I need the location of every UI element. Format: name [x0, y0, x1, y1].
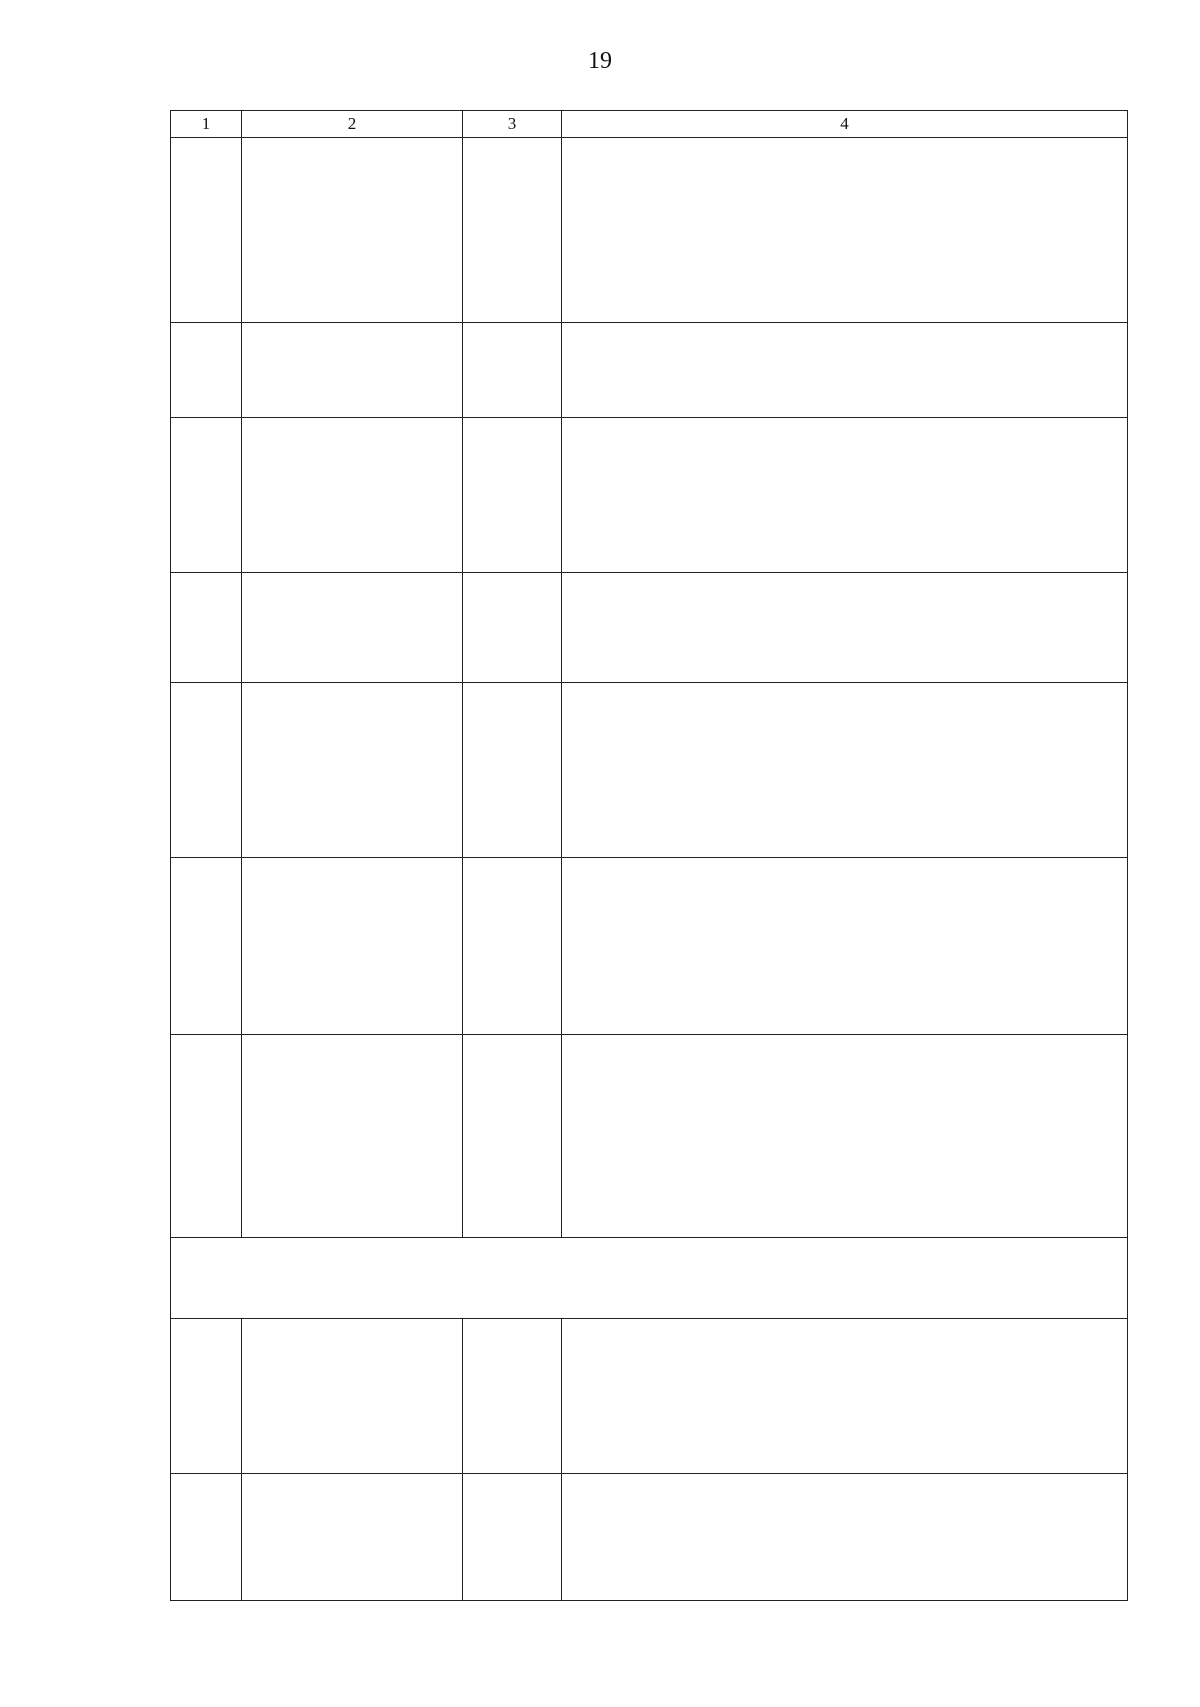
- table-row: [171, 138, 1128, 323]
- page-number: 19: [588, 48, 612, 74]
- use-code-cell: [463, 1035, 562, 1238]
- column-header-4: 4: [562, 111, 1128, 138]
- land-use-table: [170, 110, 1128, 1601]
- table-row: [171, 858, 1128, 1035]
- section-heading-row: [171, 1238, 1128, 1319]
- row-number-cell: [171, 1474, 242, 1601]
- use-name-cell: [242, 1319, 463, 1474]
- use-description-cell: [562, 138, 1128, 323]
- section-heading: [171, 1238, 1128, 1319]
- use-description-cell: [562, 1474, 1128, 1601]
- table-row: [171, 418, 1128, 573]
- table-row: [171, 573, 1128, 683]
- table-row: [171, 683, 1128, 858]
- use-name-cell: [242, 858, 463, 1035]
- use-description-cell: [562, 573, 1128, 683]
- use-description-cell: [562, 418, 1128, 573]
- column-header-1: 1: [171, 111, 242, 138]
- use-description-cell: [562, 1035, 1128, 1238]
- use-code-cell: [463, 418, 562, 573]
- use-description-cell: [562, 683, 1128, 858]
- use-code-cell: [463, 573, 562, 683]
- row-number-cell: [171, 323, 242, 418]
- row-number-cell: [171, 573, 242, 683]
- table-row: [171, 1319, 1128, 1474]
- use-description-cell: [562, 858, 1128, 1035]
- row-number-cell: [171, 138, 242, 323]
- table-header-row: [171, 111, 1128, 138]
- use-description-cell: [562, 323, 1128, 418]
- use-name-cell: [242, 1035, 463, 1238]
- use-code-cell: [463, 1474, 562, 1601]
- column-header-3: 3: [463, 111, 562, 138]
- use-code-cell: [463, 323, 562, 418]
- table-row: [171, 323, 1128, 418]
- row-number-cell: [171, 858, 242, 1035]
- use-code-cell: [463, 858, 562, 1035]
- use-name-cell: [242, 138, 463, 323]
- use-name-cell: [242, 323, 463, 418]
- row-number-cell: [171, 1035, 242, 1238]
- use-name-cell: [242, 1474, 463, 1601]
- use-code-cell: [463, 1319, 562, 1474]
- row-number-cell: [171, 418, 242, 573]
- row-number-cell: [171, 683, 242, 858]
- use-name-cell: [242, 573, 463, 683]
- use-name-cell: [242, 683, 463, 858]
- use-description-cell: [562, 1319, 1128, 1474]
- use-code-cell: [463, 138, 562, 323]
- use-name-cell: [242, 418, 463, 573]
- column-header-2: 2: [242, 111, 463, 138]
- table-row: [171, 1474, 1128, 1601]
- table-row: [171, 1035, 1128, 1238]
- use-code-cell: [463, 683, 562, 858]
- row-number-cell: [171, 1319, 242, 1474]
